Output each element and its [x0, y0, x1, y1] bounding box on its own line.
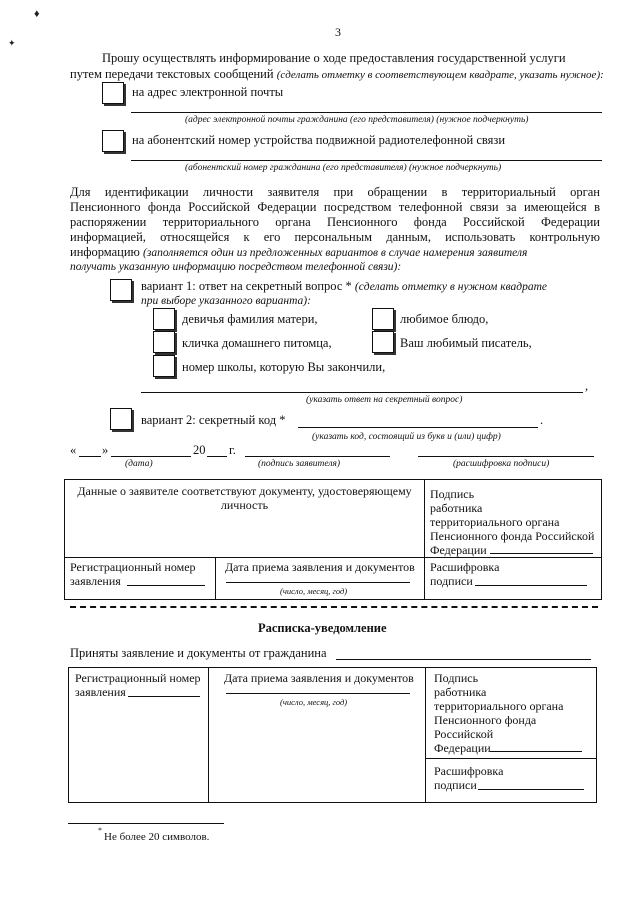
t1-date-caption: (число, месяц, год)	[280, 586, 348, 596]
t1-reg-number-line1: Регистрационный номер	[70, 560, 196, 574]
page-number: 3	[335, 25, 341, 39]
t2-decoding-line1: Расшифровка	[434, 764, 504, 778]
t2-reg-number-field[interactable]	[128, 696, 200, 697]
footnote-text: Не более 20 символов.	[104, 831, 210, 843]
secret-code-line[interactable]	[298, 427, 538, 428]
corner-mark-left: ✦	[8, 38, 16, 48]
signature-caption: (подпись заявителя)	[258, 459, 341, 469]
accepted-from-field[interactable]	[336, 659, 591, 660]
identification-line1: Для идентификации личности заявителя при обращении в территориальный орган	[70, 185, 600, 199]
secret-answer-comma: ,	[585, 379, 589, 393]
phone-caption: (абонентский номер гражданина (его представителя) (нужное подчеркнуть)	[185, 163, 502, 173]
phone-option-label: на абонентский номер устройства подвижной радиотелефонной связи	[132, 133, 506, 147]
identification-line2: Пенсионного фонда Российской Федерации посредством телефонной связи за имеющейся в	[70, 200, 600, 214]
t2-sign-line4: Пенсионного фонда	[434, 713, 537, 727]
pet-name-label: кличка домашнего питомца,	[182, 336, 332, 350]
identification-line5-main: информацию	[70, 245, 140, 259]
identification-line6: получать указанную информацию посредством телефонной связи):	[70, 261, 402, 273]
secret-code-dot: .	[540, 413, 544, 427]
receipt-title: Расписка-уведомление	[258, 621, 387, 635]
t2-sign-line3: территориального органа	[434, 699, 564, 713]
t2-sign-line5: Российской	[434, 727, 494, 741]
email-address-line[interactable]	[131, 112, 602, 113]
signature-decoding-line[interactable]	[418, 456, 594, 457]
date-caption: (дата)	[125, 459, 153, 469]
phone-number-line[interactable]	[131, 160, 602, 161]
secret-code-caption: (указать код, состоящий из букв и (или) цифр)	[312, 432, 501, 442]
t2-decoding-field[interactable]	[478, 789, 584, 790]
date-year-suffix: г.	[229, 443, 236, 457]
staff-table-vdivider-right	[424, 479, 425, 599]
identification-line5	[70, 245, 527, 261]
favorite-writer-label: Ваш любимый писатель,	[400, 336, 532, 350]
data-match-line1: Данные о заявителе соответствуют документу, удостоверяющему	[77, 484, 412, 498]
t2-decoding-line2: подписи	[434, 778, 477, 792]
t2-receipt-date-label: Дата приема заявления и документов	[224, 671, 414, 685]
cut-line	[70, 606, 598, 608]
date-open-quote: «	[70, 443, 77, 457]
t2-date-caption: (число, месяц, год)	[280, 697, 348, 707]
corner-mark-top: ♦	[34, 8, 40, 20]
favorite-dish-checkbox[interactable]	[372, 308, 394, 330]
identification-line4: информацией, относящейся к его персональным данным, использовать контрольную	[70, 230, 600, 244]
favorite-dish-label: любимое блюдо,	[400, 312, 489, 326]
info-request-line2	[70, 67, 604, 83]
identification-line5-note: (заполняется один из предложенных вариантов в случае намерения заявителя	[143, 247, 528, 259]
receipt-table-hdivider	[425, 758, 596, 759]
t1-sign-line1: Подпись	[430, 487, 475, 501]
t1-sign-line3: территориального органа	[430, 515, 560, 529]
t1-signature-field[interactable]	[490, 553, 593, 554]
variant2-label: вариант 2: секретный код *	[141, 413, 286, 427]
footnote-marker: *	[98, 826, 102, 835]
date-year-line[interactable]	[207, 456, 227, 457]
email-checkbox[interactable]	[102, 82, 124, 104]
t1-decoding-line2: подписи	[430, 574, 473, 588]
accepted-from-label: Приняты заявление и документы от гражданина	[70, 646, 327, 660]
date-close-quote: »	[102, 443, 109, 457]
variant1-label: вариант 1: ответ на секретный вопрос *	[141, 279, 352, 293]
t1-reg-number-line2: заявления	[70, 574, 121, 588]
footnote-rule	[68, 823, 224, 824]
variant1-checkbox[interactable]	[110, 279, 132, 301]
pet-name-checkbox[interactable]	[153, 331, 175, 353]
t1-decoding-field[interactable]	[475, 585, 587, 586]
staff-table-hdivider	[64, 557, 601, 558]
t2-signature-field[interactable]	[490, 751, 582, 752]
t2-sign-line1: Подпись	[434, 671, 479, 685]
t2-receipt-date-field[interactable]	[226, 693, 410, 694]
t1-reg-number-field[interactable]	[127, 585, 205, 586]
t1-sign-line2: работника	[430, 501, 483, 515]
staff-table-vdivider-left	[215, 557, 216, 599]
t1-receipt-date-label: Дата приема заявления и документов	[225, 560, 415, 574]
date-month-line[interactable]	[111, 456, 191, 457]
date-year-prefix: 20	[193, 443, 206, 457]
info-request-line2-main: путем передачи текстовых сообщений	[70, 67, 274, 81]
maiden-name-label: девичья фамилия матери,	[182, 312, 318, 326]
variant2-checkbox[interactable]	[110, 408, 132, 430]
t1-sign-line4: Пенсионного фонда Российской	[430, 529, 595, 543]
info-request-line2-note: (сделать отметку в соответствующем квадрате, указать нужное):	[276, 69, 604, 81]
t1-receipt-date-field[interactable]	[226, 582, 410, 583]
school-number-label: номер школы, которую Вы закончили,	[182, 360, 386, 374]
t2-sign-line2: работника	[434, 685, 487, 699]
school-number-checkbox[interactable]	[153, 355, 175, 377]
email-option-label: на адрес электронной почты	[132, 85, 284, 99]
t2-sign-line6: Федерации	[434, 741, 491, 755]
favorite-writer-checkbox[interactable]	[372, 331, 394, 353]
variant1-line1	[141, 279, 547, 295]
secret-answer-caption: (указать ответ на секретный вопрос)	[306, 395, 463, 405]
receipt-table-vdivider-left	[208, 667, 209, 802]
t2-reg-number-line2: заявления	[75, 685, 126, 699]
t2-reg-number-line1: Регистрационный номер	[75, 671, 201, 685]
identification-line3: распоряжении территориального органа Пенсионного фонда Российской Федерации	[70, 215, 600, 229]
t1-decoding-line1: Расшифровка	[430, 560, 500, 574]
phone-checkbox[interactable]	[102, 130, 124, 152]
receipt-table	[68, 667, 597, 803]
date-day-line[interactable]	[79, 456, 101, 457]
secret-answer-line[interactable]	[141, 392, 583, 393]
variant1-note2: при выборе указанного варианта):	[141, 295, 311, 307]
email-caption: (адрес электронной почты гражданина (его представителя) (нужное подчеркнуть)	[185, 115, 529, 125]
info-request-line1: Прошу осуществлять информирование о ходе предоставления государственной услуги	[102, 51, 566, 65]
receipt-table-vdivider-right	[425, 667, 426, 802]
applicant-signature-line[interactable]	[245, 456, 390, 457]
t1-sign-line5: Федерации	[430, 543, 487, 557]
maiden-name-checkbox[interactable]	[153, 308, 175, 330]
variant1-note1: (сделать отметку в нужном квадрате	[354, 281, 548, 293]
decoding-caption: (расшифровка подписи)	[453, 459, 550, 469]
data-match-line2: личность	[220, 498, 269, 512]
